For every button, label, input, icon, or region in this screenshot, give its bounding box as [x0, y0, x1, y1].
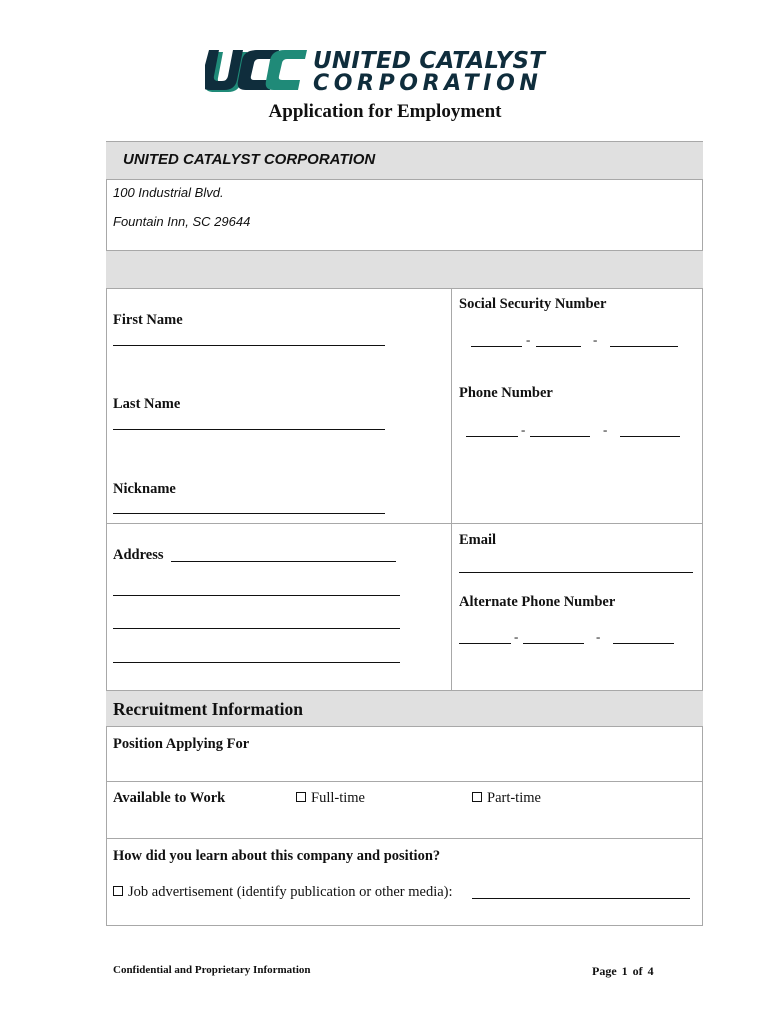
phone-field-line[interactable] — [620, 436, 680, 437]
alt-phone-separator-1: - — [514, 629, 519, 644]
alt-phone-label: Alternate Phone Number — [459, 594, 616, 610]
row-divider-available — [106, 838, 703, 839]
footer-confidential: Confidential and Proprietary Information — [113, 964, 311, 976]
full-time-label: Full-time — [311, 790, 365, 806]
company-address-line1: 100 Industrial Blvd. — [113, 185, 224, 200]
alt-phone-field-line[interactable] — [613, 643, 674, 644]
logo-text-line1: UNITED CATALYST — [313, 48, 546, 74]
ssn-label: Social Security Number — [459, 296, 607, 312]
job-ad-option[interactable] — [113, 884, 453, 901]
part-time-option[interactable] — [472, 790, 541, 807]
ucc-logo-mark — [205, 48, 307, 94]
part-time-checkbox[interactable] — [472, 792, 482, 802]
phone-field-area[interactable] — [466, 436, 518, 437]
company-logo — [205, 48, 546, 98]
phone-separator-2: - — [603, 422, 608, 437]
email-label: Email — [459, 532, 497, 548]
alt-phone-separator-2: - — [596, 629, 601, 644]
logo-text-line2: CORPORATION — [313, 71, 543, 96]
address-field-line3[interactable] — [113, 628, 400, 629]
recruitment-section-title: Recruitment Information — [113, 699, 304, 719]
ssn-separator-1: - — [526, 332, 531, 347]
footer-page-number: Page 1 of 4 — [592, 964, 654, 978]
company-address-line2: Fountain Inn, SC 29644 — [113, 214, 251, 229]
phone-separator-1: - — [521, 422, 526, 437]
ssn-field-part1[interactable] — [471, 346, 522, 347]
ssn-field-part2[interactable] — [536, 346, 581, 347]
first-name-field[interactable] — [113, 345, 385, 346]
phone-label: Phone Number — [459, 385, 553, 401]
nickname-label: Nickname — [113, 481, 176, 497]
row-divider — [106, 523, 703, 524]
full-time-checkbox[interactable] — [296, 792, 306, 802]
last-name-label: Last Name — [113, 396, 181, 412]
available-label: Available to Work — [113, 790, 226, 806]
row-divider-position — [106, 781, 703, 782]
ssn-field-part3[interactable] — [610, 346, 678, 347]
job-ad-label: Job advertisement (identify publication or other media): — [128, 884, 453, 900]
part-time-label: Part-time — [487, 790, 541, 806]
column-divider — [451, 289, 452, 690]
job-ad-field[interactable] — [472, 898, 690, 899]
job-ad-checkbox[interactable] — [113, 886, 123, 896]
nickname-field[interactable] — [113, 513, 385, 514]
blank-header-band — [106, 250, 703, 289]
alt-phone-field-area[interactable] — [459, 643, 511, 644]
ucc-logo-icon — [205, 48, 307, 94]
address-field-line1[interactable] — [171, 561, 396, 562]
first-name-label: First Name — [113, 312, 183, 328]
address-field-line2[interactable] — [113, 595, 400, 596]
document-title: Application for Employment — [268, 101, 502, 122]
address-field-line4[interactable] — [113, 662, 400, 663]
phone-field-prefix[interactable] — [530, 436, 590, 437]
position-label: Position Applying For — [113, 736, 250, 752]
company-name: UNITED CATALYST CORPORATION — [123, 151, 376, 168]
email-field[interactable] — [459, 572, 693, 573]
last-name-field[interactable] — [113, 429, 385, 430]
ssn-separator-2: - — [593, 332, 598, 347]
full-time-option[interactable] — [296, 790, 365, 807]
address-label: Address — [113, 547, 164, 563]
learn-question-label: How did you learn about this company and position? — [113, 848, 441, 864]
alt-phone-field-prefix[interactable] — [523, 643, 584, 644]
